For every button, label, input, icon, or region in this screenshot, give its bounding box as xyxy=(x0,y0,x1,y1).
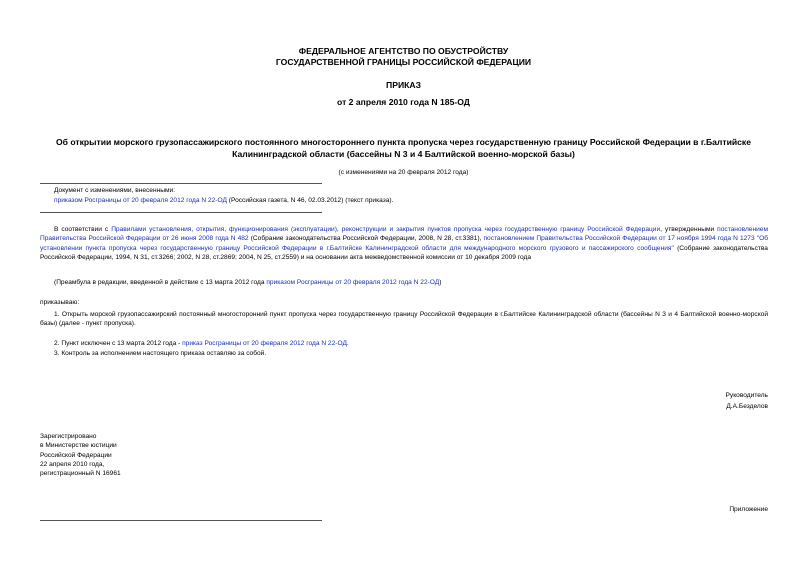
item-2 xyxy=(54,339,349,348)
preamble-text-4: (Собрание законодательства Российской Федерации, 1994, N 31, ст.3266; 2002, N 28, ст.2869; 2004, N 25, ст.2559) и на основании акта межведомственной комиссии от 10 декабря 2009 года xyxy=(40,244,768,261)
preamble-paragraph xyxy=(40,225,768,262)
appendix-label: Приложение xyxy=(729,506,768,513)
item-2-text: 2. Пункт исключен с 13 марта 2012 года - xyxy=(54,340,183,347)
divider-top xyxy=(40,183,322,184)
item-3: 3. Контроль за исполнением настоящего приказа оставляю за собой. xyxy=(54,350,267,357)
preamble-note xyxy=(54,278,441,287)
registration-line3: Российской Федерации xyxy=(40,451,112,459)
preamble-text-2: , утвержденными xyxy=(660,226,718,233)
title-line1: Об открытии морского грузопассажирского постоянного многостороннего пункта пропуска через государственную границу Российской Федерации в г.Балтийске xyxy=(55,137,752,147)
preamble-note-end: ) xyxy=(439,279,442,286)
order-word: приказываю: xyxy=(40,299,80,306)
preamble-text-1: В соответствии с xyxy=(54,226,112,233)
changes-link[interactable]: приказом Росграницы от 20 февраля 2012 года N 22-ОД xyxy=(54,197,227,204)
preamble-text-3: (Собрание законодательства Российской Федерации, 2008, N 28, ст.3381), xyxy=(248,235,484,243)
resolution-482-link[interactable]: постановлением Правительства Российской Федерации от 26 июня 2008 года N 482 xyxy=(40,226,769,243)
item-2-end: . xyxy=(346,340,349,347)
divider-bottom xyxy=(40,212,322,213)
document-title xyxy=(40,136,767,160)
preamble-note-text: (Преамбула в редакции, введенной в действие с 13 марта 2012 года xyxy=(54,279,267,286)
document-type: ПРИКАЗ xyxy=(386,80,421,90)
agency-name-line2: ГОСУДАРСТВЕННОЙ ГРАНИЦЫ РОССИЙСКОЙ ФЕДЕРАЦИИ xyxy=(275,57,532,67)
registration-line2: в Министерстве юстиции xyxy=(40,442,117,450)
registration-line1: Зарегистрировано xyxy=(40,433,97,440)
preamble-note-link[interactable]: приказом Росграницы от 20 февраля 2012 года N 22-ОД xyxy=(266,279,440,286)
resolution-1273-link[interactable]: постановлением Правительства Российской Федерации от 17 ноября 1994 года N 1273 "Об установлении пункта пропуска через государственную границу Российской Федерации в г.Балтийске Калининградской области для международного морского грузового и пассажирского сообщения" xyxy=(40,235,768,252)
signature-name: Д.А.Безделов xyxy=(726,403,768,410)
agency-name-line1: ФЕДЕРАЛЬНОЕ АГЕНТСТВО ПО ОБУСТРОЙСТВУ xyxy=(298,46,509,56)
registration-line5: регистрационный N 16961 xyxy=(40,470,121,478)
document-date: от 2 апреля 2010 года N 185-ОД xyxy=(337,97,470,107)
item-1: 1. Открыть морской грузопассажирский постоянный многосторонний пункт пропуска через государственную границу Российской Федерации в г.Балтийске Калининградской области (бассейны N 3 и 4 Балтийской военно-морской базы) (далее - пункт пропуска). xyxy=(40,311,768,328)
title-line2: Калининградской области (бассейны N 3 и 4 Балтийской военно-морской базы) xyxy=(232,149,575,159)
registration-block xyxy=(40,432,121,478)
changes-label: Документ с изменениями, внесенными: xyxy=(54,187,176,194)
item-2-link[interactable]: приказ Росграницы от 20 февраля 2012 года N 22-ОД xyxy=(182,340,347,347)
changes-suffix: (Российская газета, N 46, 02.03.2012) (текст приказа). xyxy=(226,197,394,204)
amendment-note: (с изменениями на 20 февраля 2012 года) xyxy=(338,169,469,176)
changes-entry xyxy=(54,196,393,205)
signature-position: Руководитель xyxy=(725,392,768,399)
rules-link[interactable]: Правилами установления, открытия, функционирования (эксплуатации), реконструкции и закрытия пунктов пропуска через государственную границу Российской Федерации xyxy=(111,226,661,233)
registration-line4: 22 апреля 2010 года, xyxy=(40,460,105,468)
divider-appendix xyxy=(40,520,322,521)
